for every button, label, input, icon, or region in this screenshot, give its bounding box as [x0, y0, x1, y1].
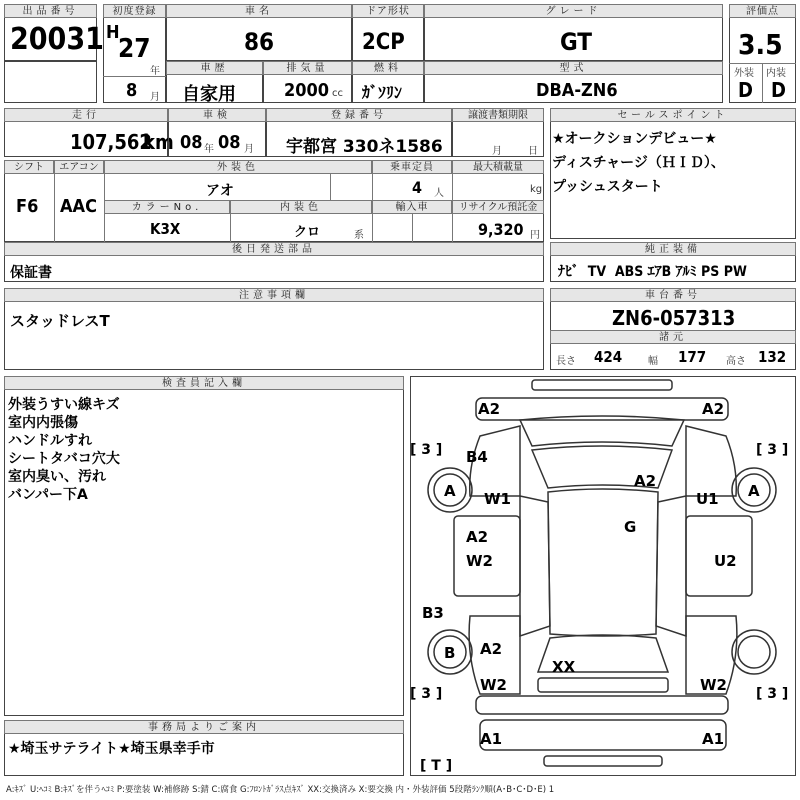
tire-fl: [ 3 ]	[410, 442, 443, 458]
door-label: ドア形状	[352, 4, 424, 18]
recycle: 9,320	[478, 220, 524, 239]
model-label: 型式	[424, 61, 723, 75]
recycle-label: リサイクル預託金	[452, 200, 544, 214]
mark-16: XX	[552, 658, 576, 676]
kei-unit: 系	[354, 230, 364, 241]
first-reg-label: 初度登録	[103, 4, 166, 18]
tire-rl: [ 3 ]	[410, 686, 443, 702]
width-label: 幅	[648, 356, 658, 367]
sales-point-1: ★オークションデビュー★	[552, 131, 717, 147]
later-parts-label: 後日発送部品	[4, 242, 544, 256]
capacity: 4	[412, 178, 423, 197]
inspector-note-5: 室内臭い、汚れ	[8, 469, 106, 485]
mark-14: B	[444, 644, 456, 662]
aircon: AAC	[60, 196, 97, 217]
mark-11: W2	[466, 552, 493, 570]
mileage-label: 走行	[4, 108, 168, 122]
mark-6: A2	[634, 472, 657, 490]
transfer-day-unit: 日	[528, 146, 538, 157]
int-color: クロ	[294, 225, 321, 240]
exterior-grade: D	[738, 78, 753, 102]
exterior-label: 外装	[734, 68, 754, 79]
inspector-note-6: バンパー下A	[8, 487, 88, 503]
inspector-note-1: 外装うすい線キズ	[8, 397, 120, 413]
mark-17: W2	[480, 676, 507, 694]
length-label: 長さ	[556, 356, 576, 367]
mark-10: G	[624, 518, 637, 536]
interior-grade: D	[771, 78, 786, 102]
inspector-label: 検査員記入欄	[4, 376, 404, 390]
later-parts: 保証書	[10, 265, 52, 281]
tire-fr: [ 3 ]	[756, 442, 789, 458]
notes: スタッドレスT	[10, 312, 110, 330]
fuel-label: 燃料	[352, 61, 424, 75]
cc-unit: cc	[332, 88, 343, 99]
sales-label: セールスポイント	[550, 108, 796, 122]
model-type: DBA-ZN6	[536, 80, 618, 101]
mark-7: U1	[696, 490, 719, 508]
max-load-label: 最大積載量	[452, 160, 544, 174]
lot-box-lower	[4, 61, 97, 103]
tire-t: [ T ]	[420, 758, 453, 774]
car-diagram	[410, 376, 796, 776]
aircon-label: エアコン	[54, 160, 104, 174]
sales-point-3: プッシュスタート	[552, 179, 663, 195]
interior-label: 内装	[766, 68, 786, 79]
score-split	[762, 63, 763, 103]
chassis-label: 車台番号	[550, 288, 796, 302]
car-name-label: 車名	[166, 4, 352, 18]
lot-number: 20031	[10, 22, 104, 57]
grade-label: グレード	[424, 4, 723, 18]
reg-no-label: 登録番号	[266, 108, 452, 122]
inspection-month-unit: 月	[244, 144, 254, 155]
displacement-label: 排気量	[263, 61, 352, 75]
history-label: 車歴	[166, 61, 263, 75]
transfer-month-unit: 月	[492, 146, 502, 157]
car-name: 86	[244, 28, 275, 56]
office-label: 事務局よりご案内	[4, 720, 404, 734]
grid-v3	[330, 174, 331, 200]
reg-month: 8	[126, 80, 138, 101]
office-notice: ★埼玉サテライト★埼玉県幸手市	[8, 741, 215, 757]
height: 132	[758, 348, 787, 366]
grid-v1	[54, 160, 55, 242]
kg-unit: kg	[530, 184, 543, 195]
genuine-equipment: ﾅﾋﾞ TV ABS ｴｱB ｱﾙﾐ PS PW	[558, 264, 747, 280]
person-unit: 人	[434, 188, 444, 199]
fuel: ｶﾞｿﾘﾝ	[362, 83, 403, 102]
color-no: K3X	[150, 220, 181, 238]
legend: A:ｷｽﾞ U:ﾍｺﾐ B:ｷｽﾞを伴うﾍｺﾐ P:要塗装 W:補修跡 S:錆 C:腐食 G:ﾌﾛﾝﾄｶﾞﾗｽ点ｷｽﾞ XX:交換済み X:要交換 内・外装評価 5段階ﾗﾝｸ順(A･B･C･D･E) 1	[6, 785, 555, 795]
shift-label: シフト	[4, 160, 54, 174]
genuine-label: 純正装備	[550, 242, 796, 256]
notes-label: 注意事項欄	[4, 288, 544, 302]
import-label: 輸入車	[372, 200, 452, 214]
capacity-label: 乗車定員	[372, 160, 452, 174]
ext-color: アオ	[206, 183, 234, 199]
inspection-year-unit: 年	[204, 144, 214, 155]
score: 3.5	[738, 28, 783, 61]
mark-8: A	[748, 482, 760, 500]
mark-18: W2	[700, 676, 727, 694]
transfer-label: 譲渡書類期限	[452, 108, 544, 122]
tire-rr: [ 3 ]	[756, 686, 789, 702]
mark-12: U2	[714, 552, 737, 570]
reg-no: 宇都宮 330ネ1586	[286, 137, 443, 157]
inspection-label: 車検	[168, 108, 266, 122]
mark-9: A2	[466, 528, 489, 546]
reg-year: 27	[118, 34, 151, 64]
inspector-note-2: 室内内張傷	[8, 415, 78, 431]
mark-13: B3	[422, 604, 444, 622]
era: H	[106, 22, 120, 43]
lot-label: 出品番号	[4, 4, 97, 18]
inspector-note-4: シートタバコ穴大	[8, 451, 120, 467]
mileage: 107,562	[70, 130, 152, 154]
mark-19: A1	[480, 730, 503, 748]
grid-v5	[412, 214, 413, 242]
length: 424	[594, 348, 623, 366]
height-label: 高さ	[726, 356, 746, 367]
chassis-number: ZN6-057313	[612, 306, 736, 330]
mark-20: A1	[702, 730, 725, 748]
month-unit: 月	[150, 92, 160, 103]
width: 177	[678, 348, 707, 366]
shift: F6	[16, 196, 39, 217]
mark-4: A	[444, 482, 456, 500]
inspection-year: 08	[180, 132, 203, 153]
displacement: 2000	[284, 80, 330, 101]
door-type: 2CP	[362, 30, 405, 55]
mark-15: A2	[480, 640, 503, 658]
mark-5: W1	[484, 490, 511, 508]
specs-label: 諸元	[550, 330, 796, 344]
ext-color-label: 外装色	[104, 160, 372, 174]
color-no-label: カラーNo.	[104, 200, 230, 214]
year-unit: 年	[150, 66, 160, 77]
score-label: 評価点	[729, 4, 796, 18]
inspection-month: 08	[218, 132, 241, 153]
yen-unit: 円	[530, 230, 540, 241]
first-reg-divider	[103, 76, 166, 77]
mark-2: A2	[702, 400, 725, 418]
inspector-note-3: ハンドルすれ	[8, 433, 92, 449]
km-unit: km	[143, 130, 174, 154]
mark-3: B4	[466, 448, 488, 466]
int-color-label: 内装色	[230, 200, 372, 214]
mark-1: A2	[478, 400, 501, 418]
sales-point-2: ディスチャージ（ＨＩＤ）、	[552, 155, 725, 171]
history: 自家用	[182, 84, 236, 105]
grade: GT	[560, 28, 593, 56]
